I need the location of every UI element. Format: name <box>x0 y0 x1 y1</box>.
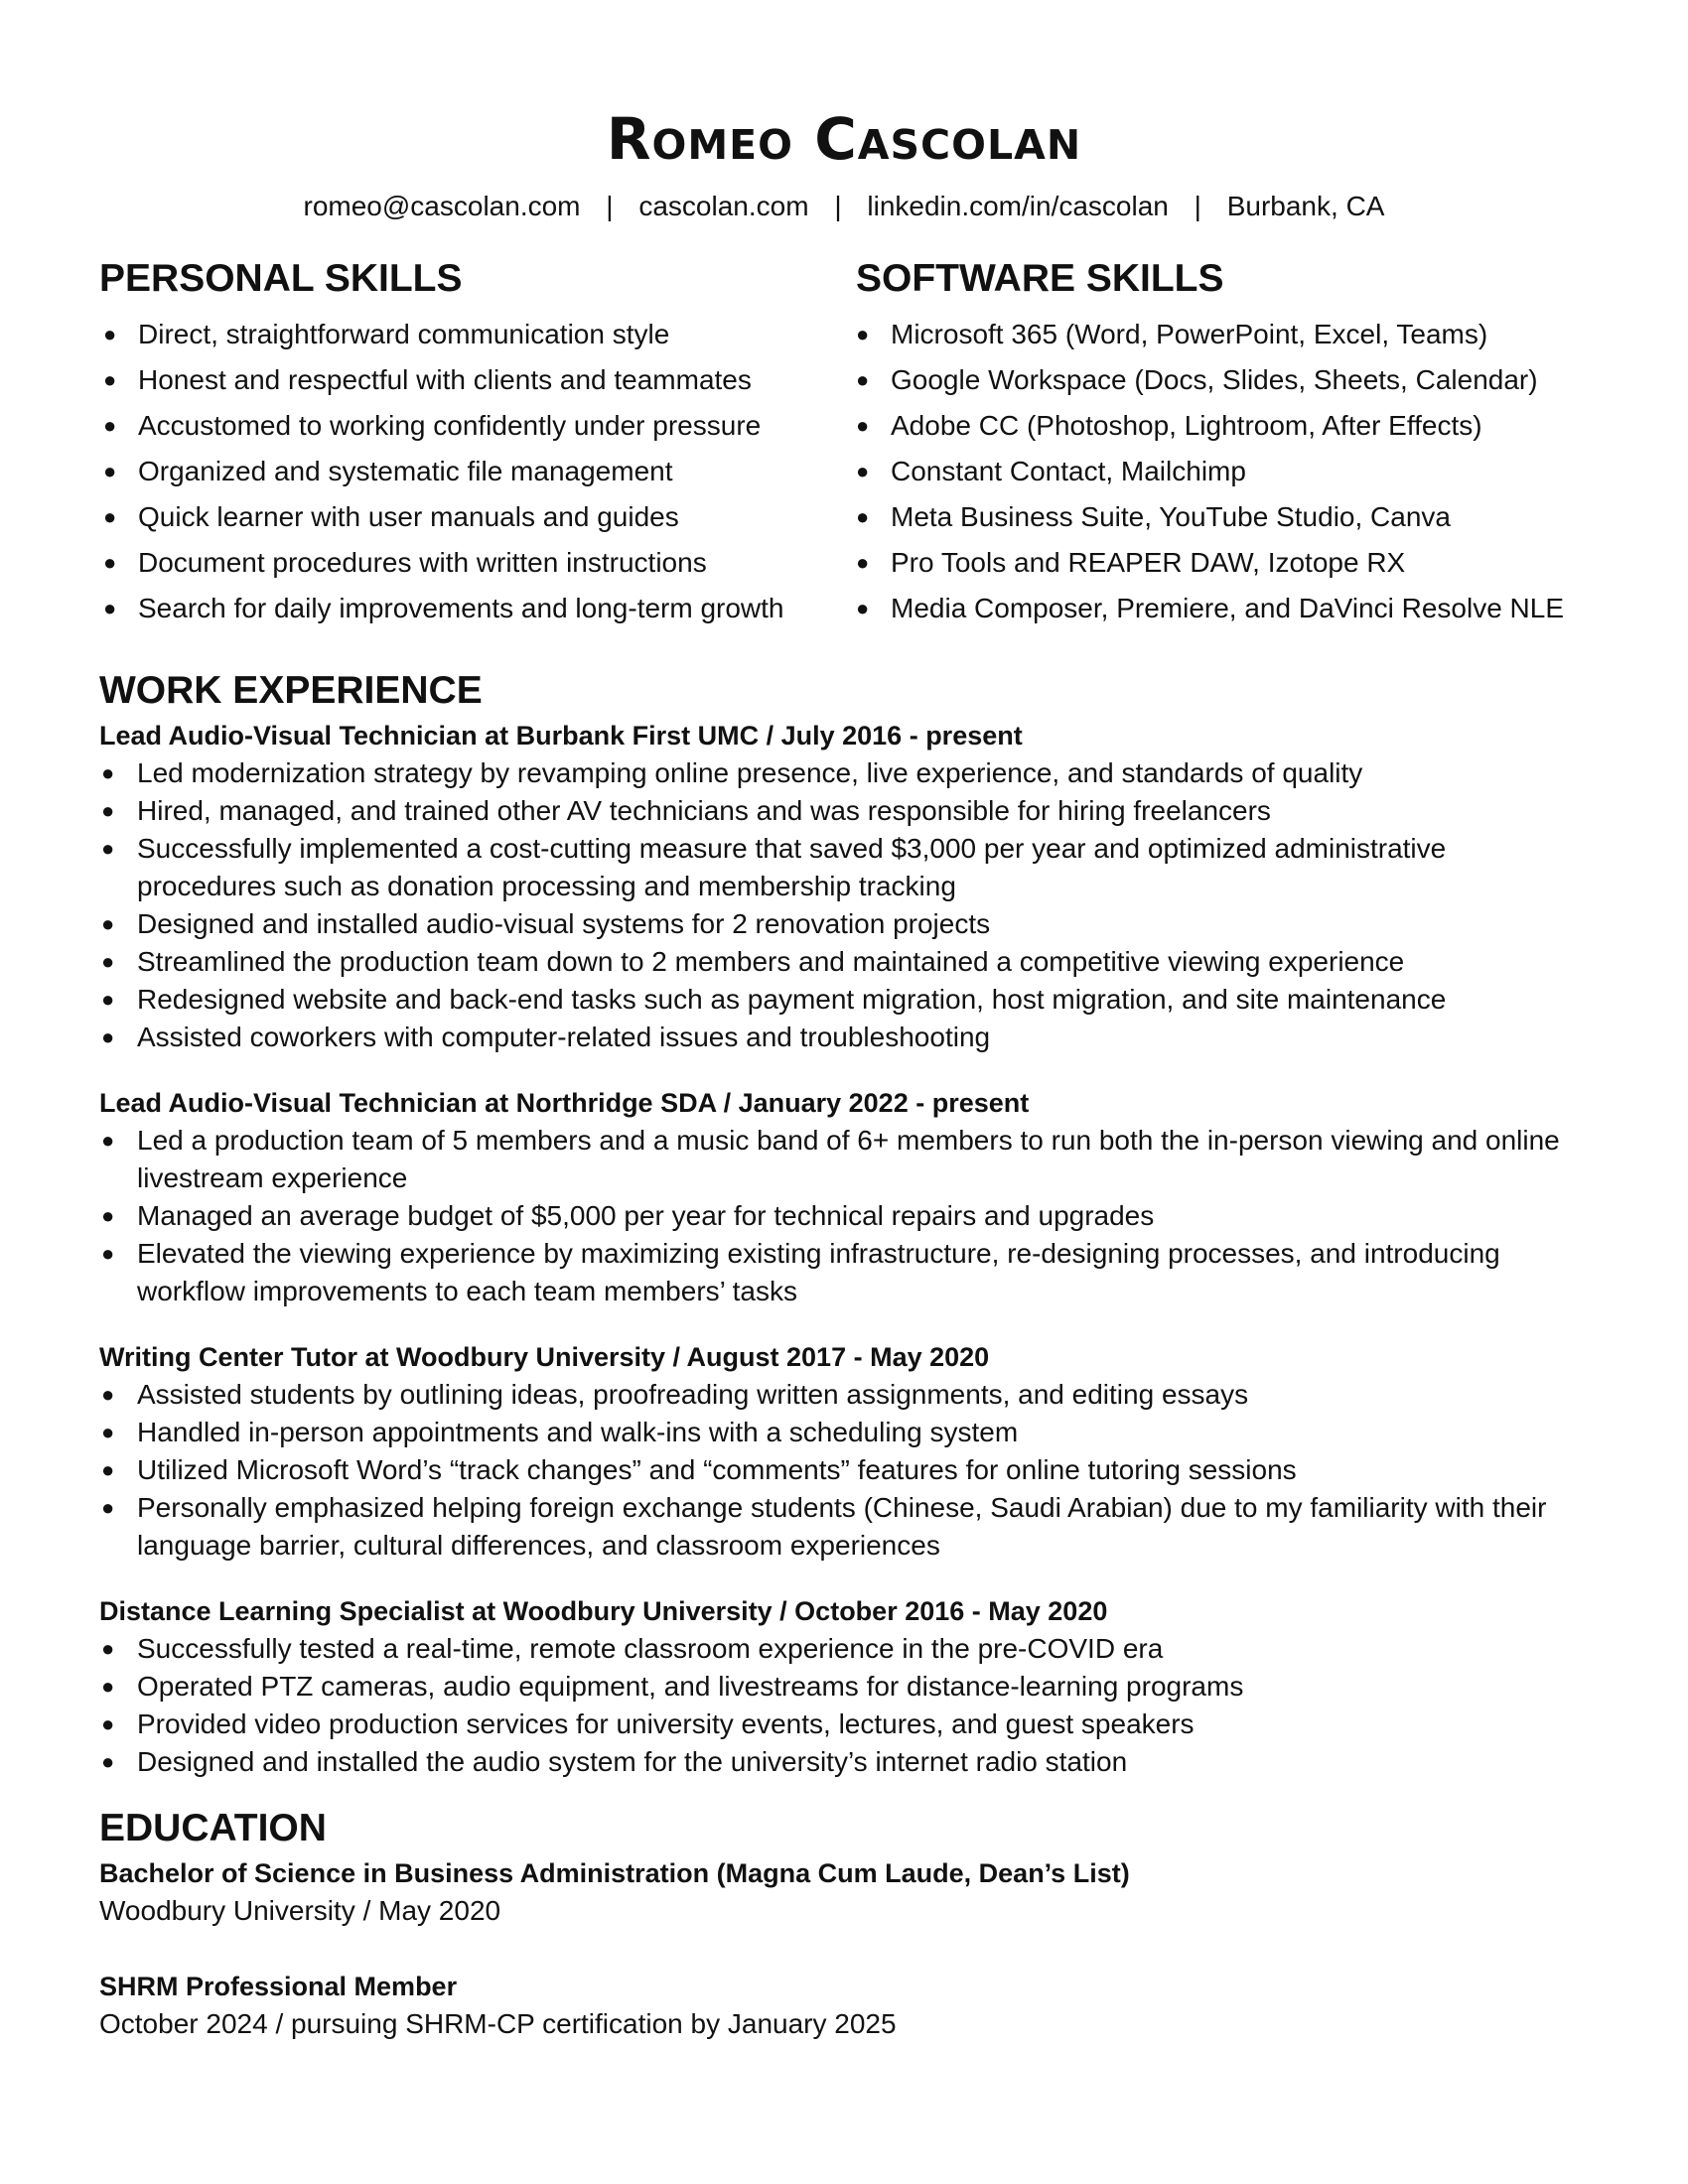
location-text: Burbank, CA <box>1226 191 1385 221</box>
list-item: ● Successfully implemented a cost-cutting measure that saved $3,000 per year and optimized administrative procedures such as donation processing and membership tracking <box>99 830 1589 905</box>
list-item: ● Streamlined the production team down to 2 members and maintained a competitive viewing experience <box>99 943 1589 981</box>
list-item: ● Led modernization strategy by revamping online presence, live experience, and standards of quality <box>99 754 1589 792</box>
list-item: ● Document procedures with written instructions <box>99 543 834 589</box>
list-item: ● Assisted coworkers with computer-related issues and troubleshooting <box>99 1019 1589 1056</box>
software-skills-list <box>852 315 1626 634</box>
list-item: ● Accustomed to working confidently under pressure <box>99 406 834 452</box>
contact-separator: | <box>834 191 842 221</box>
job-bullets <box>99 754 1589 1056</box>
membership-detail: October 2024 / pursuing SHRM-CP certification by January 2025 <box>99 2008 897 2039</box>
job-title: Writing Center Tutor at Woodbury University / August 2017 - May 2020 <box>99 1342 990 1372</box>
contact-line <box>0 189 1688 224</box>
personal-skills-heading: PERSONAL SKILLS <box>99 257 463 300</box>
list-item: ● Elevated the viewing experience by maximizing existing infrastructure, re-designing processes, and introducing workflow improvements to each team members’ tasks <box>99 1235 1589 1310</box>
personal-skills-list <box>99 315 834 634</box>
list-item: ● Hired, managed, and trained other AV technicians and was responsible for hiring freelancers <box>99 792 1589 830</box>
membership-title: SHRM Professional Member <box>99 1972 458 2001</box>
list-item: ● Pro Tools and REAPER DAW, Izotope RX <box>852 543 1626 589</box>
list-item: ● Media Composer, Premiere, and DaVinci Resolve NLE <box>852 589 1626 634</box>
job-bullets <box>99 1630 1589 1781</box>
contact-separator: | <box>1194 191 1201 221</box>
list-item: ● Adobe CC (Photoshop, Lightroom, After Effects) <box>852 406 1626 452</box>
candidate-name: Romeo Cascolan <box>606 105 1082 173</box>
list-item: ● Handled in-person appointments and walk-ins with a scheduling system <box>99 1414 1589 1451</box>
job-title: Lead Audio-Visual Technician at Northridge SDA / January 2022 - present <box>99 1088 1030 1118</box>
list-item: ● Designed and installed the audio system for the university’s internet radio station <box>99 1743 1589 1781</box>
linkedin-link[interactable]: linkedin.com/in/cascolan <box>867 191 1169 221</box>
list-item: ● Redesigned website and back-end tasks such as payment migration, host migration, and site maintenance <box>99 981 1589 1019</box>
list-item: ● Provided video production services for university events, lectures, and guest speakers <box>99 1706 1589 1743</box>
degree-detail: Woodbury University / May 2020 <box>99 1895 501 1926</box>
list-item: ● Direct, straightforward communication style <box>99 315 834 360</box>
list-item: ● Managed an average budget of $5,000 per year for technical repairs and upgrades <box>99 1197 1589 1235</box>
list-item: ● Utilized Microsoft Word’s “track changes” and “comments” features for online tutoring sessions <box>99 1451 1589 1489</box>
website-link[interactable]: cascolan.com <box>638 191 809 221</box>
work-experience-heading: WORK EXPERIENCE <box>99 669 483 712</box>
degree-title: Bachelor of Science in Business Administration (Magna Cum Laude, Dean’s List) <box>99 1858 1130 1888</box>
contact-separator: | <box>606 191 614 221</box>
email-link[interactable]: romeo@cascolan.com <box>303 191 581 221</box>
list-item: ● Led a production team of 5 members and a music band of 6+ members to run both the in-person viewing and online livestream experience <box>99 1122 1589 1197</box>
list-item: ● Quick learner with user manuals and guides <box>99 497 834 543</box>
list-item: ● Honest and respectful with clients and teammates <box>99 360 834 406</box>
list-item: ● Microsoft 365 (Word, PowerPoint, Excel, Teams) <box>852 315 1626 360</box>
list-item: ● Operated PTZ cameras, audio equipment, and livestreams for distance-learning programs <box>99 1668 1589 1706</box>
job-bullets <box>99 1122 1589 1310</box>
list-item: ● Assisted students by outlining ideas, proofreading written assignments, and editing essays <box>99 1376 1589 1414</box>
job-title: Lead Audio-Visual Technician at Burbank First UMC / July 2016 - present <box>99 721 1023 751</box>
list-item: ● Meta Business Suite, YouTube Studio, Canva <box>852 497 1626 543</box>
software-skills-heading: SOFTWARE SKILLS <box>856 257 1224 300</box>
list-item: ● Successfully tested a real-time, remote classroom experience in the pre-COVID era <box>99 1630 1589 1668</box>
main-content <box>99 665 1589 2043</box>
list-item: ● Organized and systematic file management <box>99 452 834 497</box>
job-title: Distance Learning Specialist at Woodbury University / October 2016 - May 2020 <box>99 1596 1108 1626</box>
job-bullets <box>99 1376 1589 1565</box>
list-item: ● Google Workspace (Docs, Slides, Sheets, Calendar) <box>852 360 1626 406</box>
list-item: ● Personally emphasized helping foreign exchange students (Chinese, Saudi Arabian) due to my familiarity with their language barrier, cultural differences, and classroom experiences <box>99 1489 1589 1565</box>
list-item: ● Constant Contact, Mailchimp <box>852 452 1626 497</box>
education-heading: EDUCATION <box>99 1807 327 1849</box>
list-item: ● Designed and installed audio-visual systems for 2 renovation projects <box>99 905 1589 943</box>
list-item: ● Search for daily improvements and long-term growth <box>99 589 834 634</box>
